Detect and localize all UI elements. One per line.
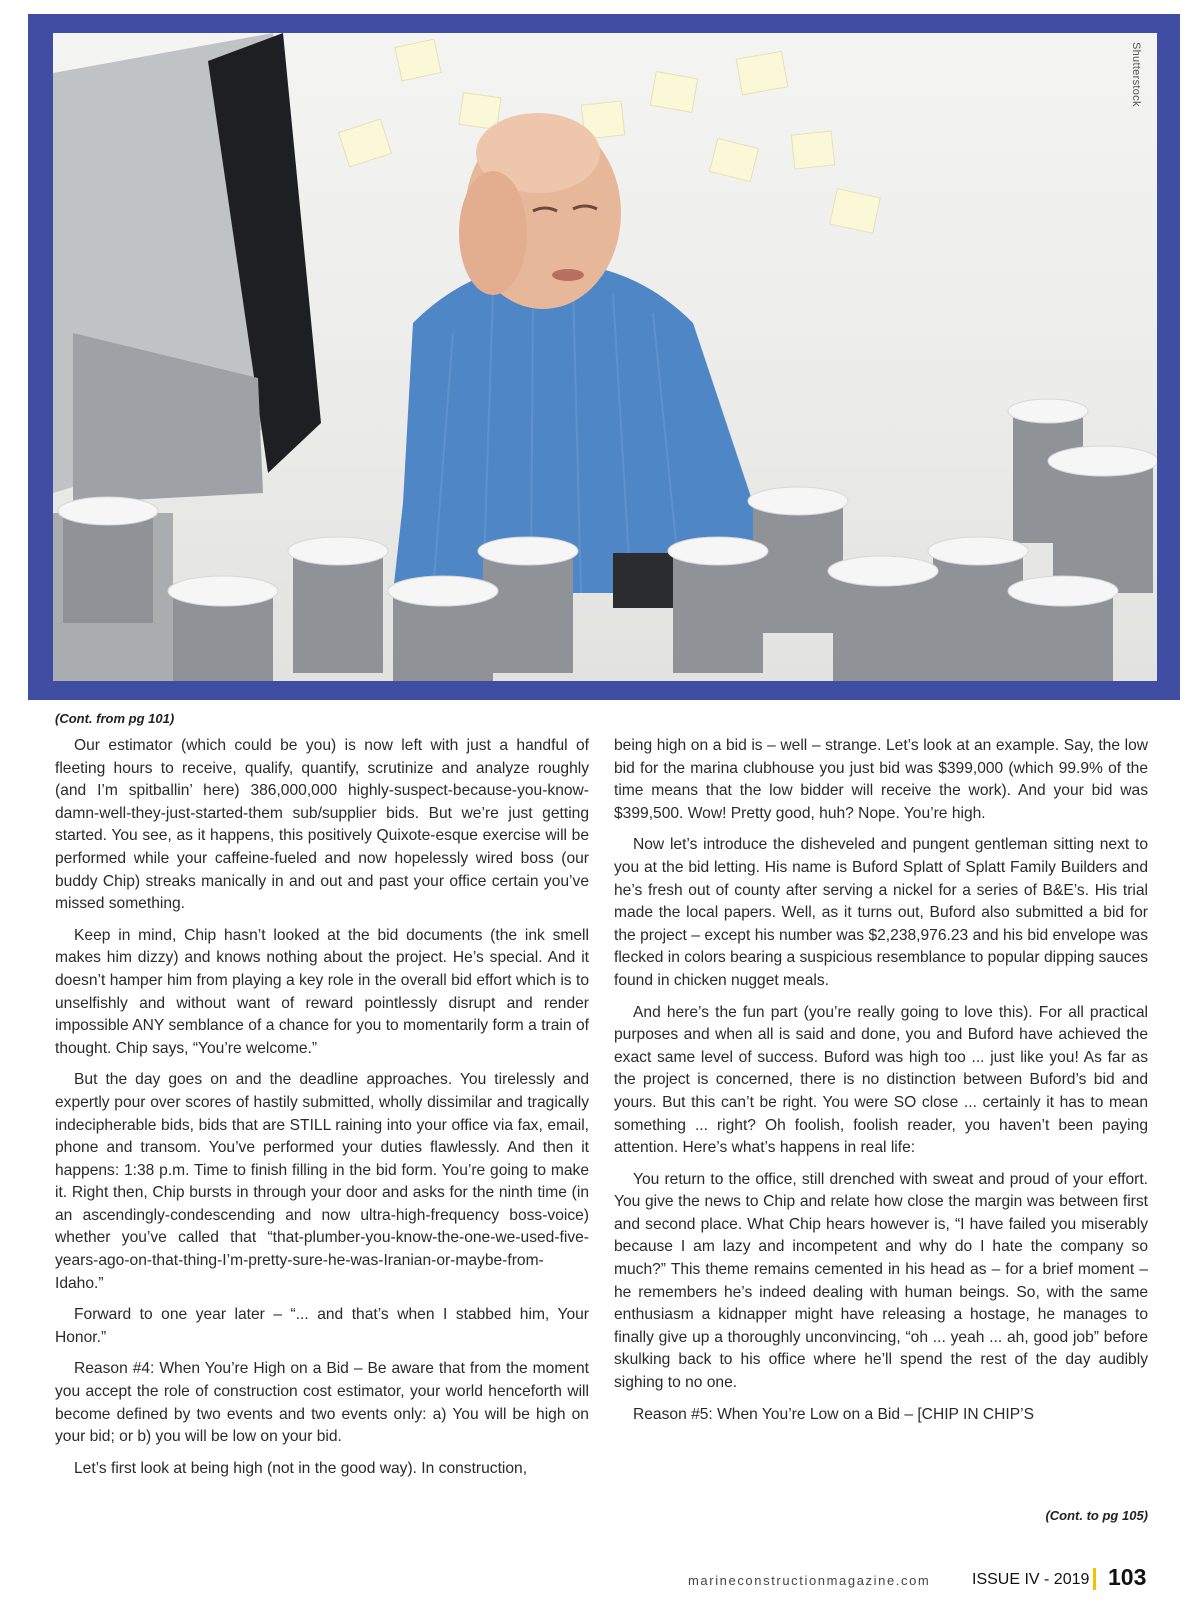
footer-website: marineconstructionmagazine.com xyxy=(688,1573,931,1588)
page-number: 103 xyxy=(1108,1564,1147,1590)
photo-credit: Shutterstock xyxy=(1130,42,1142,107)
article-paragraph: Reason #4: When You’re High on a Bid – Be aware that from the moment you accept the role of construction cost estimator, your world henceforth will become defined by two events and two events only: a) You will be high on your bid; or b) you will be low on your bid. xyxy=(55,1360,589,1446)
article-paragraph: Our estimator (which could be you) is now left with just a handful of fleeting hours to receive, qualify, quantify, scrutinize and analyze roughly (and I’m spitballin’ here) 386,000,000 highly-suspect-because-you-know-damn-well-they-just-started-them sub/supplier bids. But we’re just getting started. You see, as it happens, this positively Quixote-esque exercise will be performed while your caffeine-fueled and now hopelessly wired boss (our buddy Chip) streaks manically in and out and past your office certain you’ve missed something. xyxy=(55,737,589,913)
article-paragraph: But the day goes on and the deadline approaches. You tirelessly and expertly pour over scores of hastily submitted, wholly dissimilar and tragically indecipherable bids, bids that are STILL raining into your office via fax, email, phone and transom. You’ve performed your duties flawlessly. And then it happens: 1:38 p.m. Time to finish filling in the bid form. You’re going to make it. Right then, Chip bursts in through your door and asks for the ninth time (in an ascendingly-condescending and now ultra-high-frequency boss-voice) whether you’ve called that “that-plumber-you-know-the-one-we-used-five-years-ago-on-that-thing-I’m-pretty-sure-he-was-Iranian-or-maybe-from-Idaho.” xyxy=(55,1071,589,1292)
footer-issue: ISSUE IV - 2019 xyxy=(972,1571,1090,1588)
article-paragraph: Now let’s introduce the disheveled and pungent gentleman sitting next to you at the bid letting. His name is Buford Splatt of Splatt Family Builders and he’s fresh out of county after serving a nickel for a series of B&E’s. His trial made the local papers. Well, as it turns out, Buford also submitted a bid for the project – except his number was $2,238,976.23 and his bid envelope was flecked in colors bearing a suspicious resemblance to popular dipping sauces found in chicken nugget meals. xyxy=(614,836,1148,989)
article-paragraph: And here’s the fun part (you’re really going to love this). For all practical purposes and when all is said and done, you and Buford have achieved the exact same level of success. Buford was high too ... just like you! As far as the project is concerned, there is no distinction between Buford’s bid and yours. But this can’t be right. You were SO close ... certainly it has to mean something ... right? Oh foolish, foolish reader, you haven’t been paying attention. Here’s what’s happens in real life: xyxy=(614,1003,1148,1157)
photo xyxy=(53,33,1157,681)
article-paragraph: being high on a bid is – well – strange. Let’s look at an example. Say, the low bid for the marina clubhouse you just bid was $399,000 (which 99.9% of the time means that the low bidder will receive the work). And your bid was $399,500. Wow! Pretty good, huh? Nope. You’re high. xyxy=(614,737,1148,822)
footer-divider xyxy=(1093,1568,1096,1590)
article-paragraph: Keep in mind, Chip hasn’t looked at the bid documents (the ink smell makes him dizzy) and knows nothing about the project. He’s special. And it doesn’t hamper him from playing a key role in the overall bid effort which is to unselfishly and without want of reward pointlessly disrupt and render impossible ANY semblance of a chance for you to momentarily form a train of thought. Chip says, “You’re welcome.” xyxy=(55,926,589,1057)
article-column-right xyxy=(614,735,1148,1435)
article-paragraph: Forward to one year later – “... and that’s when I stabbed him, Your Honor.” xyxy=(55,1306,589,1346)
continued-from-label: (Cont. from pg 101) xyxy=(55,711,175,726)
article-paragraph: Let’s first look at being high (not in the good way). In construction, xyxy=(74,1459,528,1477)
continued-to-label: (Cont. to pg 105) xyxy=(1045,1508,1148,1523)
article-paragraph: You return to the office, still drenched with sweat and proud of your effort. You give the news to Chip and relate how close the margin was between first and second place. What Chip hears however is, “I have failed you miserably because I am lazy and incompetent and why do I hate the company so much?” This theme remains cemented in his head as – for a brief moment – he remembers he’s indeed dealing with human beings. So, with the same enthusiasm a kidnapper might have releasing a hostage, he manages to finally give up a thoroughly unconvincing, “oh ... yeah ... ah, good job” before skulking back to his office where he’ll spend the rest of the day audibly sighing to no one. xyxy=(614,1170,1148,1392)
article-paragraph: Reason #5: When You’re Low on a Bid – [CHIP IN CHIP’S xyxy=(633,1405,1035,1423)
photo-illustration xyxy=(53,33,1157,681)
article-column-left xyxy=(55,735,589,1489)
